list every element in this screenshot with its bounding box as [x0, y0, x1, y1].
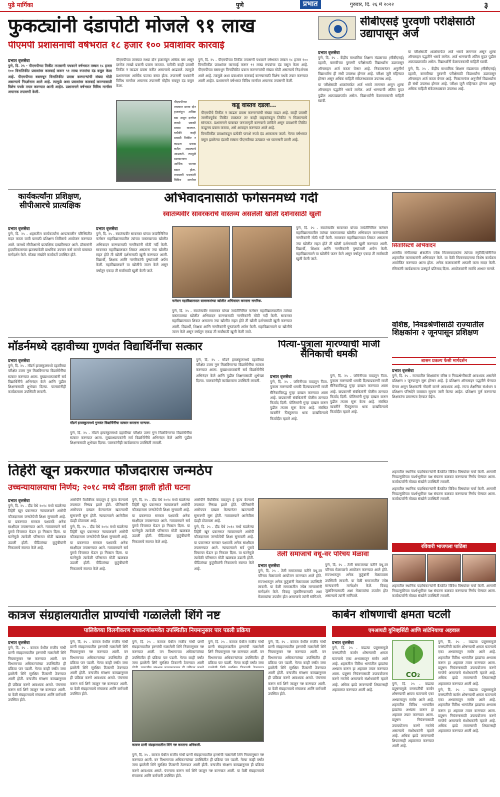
- cbse-body-4: पुणे, दि. २५ - केंद्रीय माध्यमिक शिक्षण मंडळाच्या (सीबीएसई) दहावी, बारावीच्या पुरवणी परीक्षेसाठी विद्यार्थ्यांना उद्यापासून ऑनलाइन अर्ज करता येणार आहे. निकालानंतर अनुत्तीर्ण विद्यार्थ्यांना ही संधी उपलब्ध होणार आहे. परीक्षा जुलै महिन्यात होणार असून अधिक माहिती संकेतस्थळावर उपलब्ध आहे.: [408, 66, 496, 92]
- carbon-byline: प्रभात वृत्तसेवा: [332, 640, 354, 645]
- modern-caption: मॉडर्न हायस्कूलमध्ये गुणवंत विद्यार्थिनींचा सत्कार करताना मान्यवर.: [70, 421, 151, 425]
- pita-headline: पित्या-पुत्राला मारण्याची माजी सैनिकाची धमकी: [278, 340, 380, 361]
- modern-body-2: पुणे, दि. २५ - मॉडर्न हायस्कूलमध्ये दहावीच्या परीक्षेत उत्तम गुण मिळविणाऱ्या विद्यार्थिनींचा सत्कार करण्यात आला. मुख्याध्यापकांनी सर्व विद्यार्थिनींचे अभिनंदन केले आणि पुढील शिक्षणासाठी शुभेच्छा दिल्या. पालकांनीही कार्यक्रमाला उपस्थिती लावली.: [70, 431, 192, 446]
- cbse-byline: प्रभात वृत्तसेवा: [318, 50, 340, 55]
- prani-body-5: पुणे, दि. २५ - कात्रज येथील राजीव गांधी प्राणी संग्रहालयातील हरणांची गळालेली शिंगे नियमानुसार नष्ट करण्यात आली. वन विभागाच्या अधिकाऱ्यांच्या उपस्थितीत ही प्रक्रिया पार पडली. गेल्या काही वर्षांत जमा: [208, 640, 264, 665]
- shivsena-photo-2: [427, 554, 461, 582]
- teli-col-1: [258, 563, 322, 603]
- teli-byline: प्रभात वृत्तसेवा: [258, 563, 280, 568]
- bus-side-note: पीएमपीच्या ताफ्यात सध्या दोन हजारांहून अधिक बस असून दररोज लाखो प्रवासी प्रवास करतात. यापैकी काही प्रवासी तिकीट न काढता प्रवास करीत असल्याचे आढळले. त्यामुळे प्रशासनाला आर्थिक फटका बसत होता. तपासणी पथकांनी विविध मार्गांवर: [174, 100, 196, 182]
- shivsena-photo-1: [392, 554, 426, 582]
- teli-body-2: पुणे, दि. २५ - तेली समाजाच्या वतीने वधू-वर परिचय मेळाव्याचे आयोजन करण्यात आले होते. राज्यभरातून अनेक कुटुंबांनी मेळाव्याला उपस्थिती लावली. या वेळी समाजातील ज्येष्ठ मान्यवरांनी मार्गदर्शन केले. विवाह जुळविण्यासाठी अशा मेळाव्यांचा उपयोग होत असल्याचे त्यांनी सांगितले.: [325, 563, 388, 599]
- prani-col-4: [132, 753, 264, 794]
- boxout-body: पीएमपीचे तिकीट न काढता प्रवास करणाऱ्यांची संख्या वाढत आहे. काही प्रवासी जाणीवपूर्वक तिकीट टाळतात तर काही वाहकांकडून तिकीट न मिळाल्याचे सांगतात. प्रशासनाने याबाबत जनजागृती करण्याचे ठरविले असून प्रवाशांनी तिकीट काढूनच प्रवास करावा, असे आवाहन करण्यात आले आहे.: [201, 110, 307, 131]
- carbon-body-4: पुणे, दि. २५ - वाढत्या प्रदूषणामुळे वनस्पतींची कार्बन शोषण्याची क्षमता घटल्याचे एका अभ्यासातून समोर आले आहे. शहरातील विविध भागांतील झाडांचा अभ्यास करून हा अहवाल तयार करण्यात आला. प्रदूषण नियंत्रणासाठी उपाययोजना करणे गरजेचे असल्याचे संशोधकांनी म्हटले आहे. अधिक झाडे लावण्याची शिफारसही अहवालात करण्यात आली आहे.: [438, 687, 496, 734]
- sitarist-body: शास्त्रीय संगीताच्या क्षेत्रातील ज्येष्ठ सितारवादकांना त्यांच्या स्मृतिदिनानिमित्त शहरातील कलाकारांनी अभिवादन केले. या वेळी सितारवादनाचा विशेष कार्यक्रम आयोजित करण्यात आला होता. अनेक कलाकारांनी आपली कला सादर केली. रसिकांनी कार्यक्रमाला उत्स्फूर्त प्रतिसाद दिला. आयोजकांनी सर्वांचे आभार मानले.: [392, 251, 496, 271]
- cbse-logo: [318, 16, 356, 40]
- shivsena-body: शहरातील स्थानिक पदाधिकाऱ्यांनी बैठकीत विविध विषयांवर चर्चा केली. आगामी निवडणुकीच्या पार्श्वभूमीवर पक्ष संघटना बळकट करण्याचा निर्णय घेण्यात आला. कार्यकर्त्यांनी मोठ्या संख्येने उपस्थिती लावली.: [392, 470, 496, 485]
- prani-body: पुणे, दि. २५ - कात्रज येथील राजीव गांधी प्राणी संग्रहालयातील हरणांची गळालेली शिंगे नियमानुसार नष्ट करण्यात आली. वन विभागाच्या अधिकाऱ्यांच्या उपस्थितीत ही प्रक्रिया पार पडली. गेल्या काही वर्षांत जमा झालेली शिंगे सुरक्षित ठिकाणी ठेवण्यात आली होती. वन्यजीव संरक्षण कायद्यानुसार ही प्रक्रिया करणे आवश्यक असते. पंचनामा करून सर्व शिंगे जाळून नष्ट करण्यात आली. या वेळी संग्रहालयाचे संचालक आणि कर्मचारी उपस्थित होते.: [8, 646, 66, 703]
- lead-headline: फुकट्यांनी दंडापोटी मोजले ९१ लाख: [8, 16, 256, 37]
- pita-col-2: [330, 374, 388, 458]
- tihere-col-2: [70, 498, 128, 602]
- sitarist-headline: सितारिस्टचे अभिवादन: [392, 243, 436, 249]
- carbon-body-2: पुणे, दि. २५ - वाढत्या प्रदूषणामुळे वनस्पतींची कार्बन शोषण्याची क्षमता घटल्याचे एका अभ्यासातून समोर आले आहे. शहरातील विविध भागांतील झाडांचा अभ्यास करून हा अहवाल तयार करण्यात आला. प्रदूषण नियंत्रणासाठी उपाययोजना करणे गरजेचे असल्याचे संशोधकांनी म्हटले आहे. अधिक झाडे लावण्याची शिफारसही अहवालात करण्यात आली आहे.: [392, 682, 434, 749]
- boxout-title: कडू वास्तव दडला...: [231, 102, 277, 109]
- teli-body: पुणे, दि. २५ - तेली समाजाच्या वतीने वधू-वर परिचय मेळाव्याचे आयोजन करण्यात आले होते. राज्यभरातून अनेक कुटुंबांनी मेळाव्याला उपस्थिती लावली. या वेळी समाजातील ज्येष्ठ मान्यवरांनी मार्गदर्शन केले. विवाह जुळविण्यासाठी अशा मेळाव्यांचा उपयोग होत असल्याचे त्यांनी सांगितले.: [258, 569, 322, 600]
- pita-body: पुणे, दि. २५ - जमिनीच्या वादातून पिता-पुत्राला मारण्याची धमकी दिल्याप्रकरणी माजी सैनिकाविरुद्ध गुन्हा दाखल करण्यात आला आहे. याप्रकरणी संबंधितांनी पोलीस ठाण्यात फिर्याद दिली. पोलिसांनी गुन्हा दाखल करून पुढील तपास सुरू केला आहे. संबंधित व्यक्तीने पिस्तुलाचा धाक दाखविल्याचे फिर्यादीत म्हटले आहे.: [270, 380, 328, 421]
- tihere-body-2b: पुणे, दि. २५ - दौंड येथे २०१८ मध्ये घडलेल्या तिहेरी खून प्रकरणात न्यायालयाने आरोपी फौजदाराला जन्मठेपेची शिक्षा सुनावली आहे. या प्रकरणात सरकार पक्षातर्फे अनेक साक्षीदार तपासण्यात आले. न्यायालयाने सर्व पुरावे विचारात घेऊन हा निकाल दिला. या घटनेमुळे त्यावेळी परिसरात मोठी खळबळ उडाली होती. पीडितांच्या कुटुंबीयांनी निकालाचे स्वागत केले आहे.: [70, 525, 128, 571]
- tihere-col-1: [8, 498, 66, 602]
- prani-body-2: पुणे, दि. २५ - कात्रज येथील राजीव गांधी प्राणी संग्रहालयातील हरणांची गळालेली शिंगे नियमानुसार नष्ट करण्यात आली. वन विभागाच्या अधिकाऱ्यांच्या उपस्थितीत ही प्रक्रिया पार पडली. गेल्या काही वर्षांत जमा झालेली शिंगे सुरक्षित ठिकाणी ठेवण्यात आली होती. वन्यजीव संरक्षण कायद्यानुसार ही प्रक्रिया करणे आवश्यक असते. पंचनामा करून सर्व शिंगे जाळून नष्ट करण्यात आली. या वेळी संग्रहालयाचे संचालक आणि कर्मचारी उपस्थित होते.: [70, 640, 128, 697]
- shikshak-body: पुणे, दि. २५ - राज्यातील शिक्षकांना वरिष्ठ व निवडश्रेणीसाठी आवश्यक असलेले प्रशिक्षण २ जूनपासून सुरू होणार आहे. हे प्रशिक्षण ऑनलाइन पद्धतीने घेण्यात येणार असून शिक्षकांनी नोंदणी करणे आवश्यक आहे. राज्य शैक्षणिक संशोधन व प्रशिक्षण परिषदेने याबाबत सूचना जारी केल्या आहेत. प्रशिक्षण पूर्ण करणाऱ्या शिक्षकांना प्रमाणपत्र देण्यात येईल.: [392, 374, 496, 400]
- masthead: [0, 0, 500, 12]
- cbse-col-2: [408, 50, 496, 186]
- boxout-body-2: विनातिकीट प्रवाशांकडून प्रत्येकी पाचशे रुपये दंड आकारला जातो. गेल्या वर्षभरात वसूल झालेल्या दंडाची रक्कम पीएमपीच्या उत्पन्नात भर घालणारी ठरली आहे.: [201, 132, 307, 142]
- modern-photo: [70, 358, 192, 420]
- pita-body-2: पुणे, दि. २५ - जमिनीच्या वादातून पिता-पुत्राला मारण्याची धमकी दिल्याप्रकरणी माजी सैनिकाविरुद्ध गुन्हा दाखल करण्यात आला आहे. याप्रकरणी संबंधितांनी पोलीस ठाण्यात फिर्याद दिली. पोलिसांनी गुन्हा दाखल करून पुढील तपास सुरू केला आहे. संबंधित व्यक्तीने पिस्तुलाचा धाक दाखविल्याचे फिर्यादीत म्हटले आहे.: [330, 374, 388, 415]
- tihere-headline: तिहेरी खून प्रकरणात फौजदारास जन्मठेप: [8, 464, 213, 479]
- tihere-body-4: आरोपीने वैयक्तिक वादातून हे कृत्य केल्याचे तपासात निष्पन्न झाले होते. पोलिसांनी आरोपपत्र दाखल केल्यानंतर खटल्याची सुनावणी सुरू होती. न्यायालयाने आरोपीला दंडही ठोठावला आहे.: [194, 498, 254, 523]
- lead-subhead: पीएमपी प्रशासनाची वर्षभरात १८ हजार १०० प्रवाशांवर कारवाई: [8, 41, 225, 51]
- co2-label: CO₂: [405, 671, 421, 679]
- modern-col-1: [8, 358, 66, 458]
- teli-col-2: [325, 563, 388, 603]
- cbse-emblem-icon: [319, 17, 356, 40]
- lead-body: पुणे, दि. २५ - पीएमपीच्या तिकीट तपासणी पथकाने वर्षभरात तब्बल १८ हजार १०० विनातिकीट प्रवाशांवर कारवाई करून ९१ लाख रुपयांचा दंड वसूल केला आहे. पीएमपीच्या बसमधून विनातिकीट प्रवास करणाऱ्यांची संख्या मोठी असल्याचे निदर्शनास आले आहे. त्यामुळे अशा प्रवाशांवर कारवाई करण्यासाठी विशेष पथके तयार करण्यात आली आहेत. प्रशासनाने वर्षभरात विविध मार्गांवर अचानक तपासणी केली.: [8, 64, 112, 95]
- shivsena-caption: रविवारी भाजपला पाठिंबा: [392, 543, 496, 552]
- karyakarte-body: पुणे, दि. २५ - शहरातील कार्यकर्त्यांना आपत्कालीन परिस्थितीत मदत करता यावी यासाठी प्रशिक्षण शिबिराचे आयोजन करण्यात आले. यामध्ये सीपीआरचे प्रात्यक्षिक दाखविण्यात आले. डॉक्टरांनी हृदयविकाराच्या झटक्यावेळी प्राथमिक उपचार कसे करावे याबाबत मार्गदर्शन केले. मोठ्या संख्येने कार्यकर्ते उपस्थित होते.: [8, 232, 92, 258]
- divider-2: [8, 337, 388, 338]
- cbse-body-2: या परीक्षेसाठी शाळांमार्फत अर्ज भरावे लागणार असून शुल्क ऑनलाइन पद्धतीने भरावे लागेल. अर्ज भरण्याची अंतिम मुदत पुढील आठवड्यापर्यंत असेल. विद्यार्थ्यांनी वेळापत्रकाची माहिती घ्यावी.: [318, 83, 404, 103]
- carbon-subhead: एमआयटी युनिव्हर्सिटी आणि सांटेनियाचा अहवाल: [332, 626, 496, 637]
- brand-logo: प्रभात: [300, 0, 321, 9]
- prani-col-1: [8, 640, 66, 794]
- lead-boxout: [198, 100, 310, 186]
- modern-headline: मॉडर्नमध्ये दहावीच्या गुणवंत विद्यार्थिनींचा सत्कार: [8, 340, 203, 353]
- savarkar-body-3: पुणे, दि. २५ - स्वातंत्र्यवीर सावरकर यांच्या जयंतीनिमित्त फर्गसन महाविद्यालयातील त्यांच्या वास्तव्याच्या खोलीत अभिवादन करण्यासाठी नागरिकांनी मोठी गर्दी केली. सावरकर महाविद्यालयात शिकत असताना ज्या खोलीत राहत होते ती खोली दर्शनासाठी खुली करण्यात आली. विद्यार्थी, शिक्षक आणि नागरिकांनी पुष्पांजली अर्पण केली. महाविद्यालयाने या खोलीचे जतन केले असून वर्षातून एकदा ती सर्वांसाठी खुली केली जाते.: [296, 226, 388, 262]
- teli-photo: [258, 498, 388, 550]
- carbon-col-1: [332, 640, 388, 794]
- pita-col-1: [270, 374, 328, 458]
- tihere-body-4b: पुणे, दि. २५ - दौंड येथे २०१८ मध्ये घडलेल्या तिहेरी खून प्रकरणात न्यायालयाने आरोपी फौजदाराला जन्मठेपेची शिक्षा सुनावली आहे. या प्रकरणात सरकार पक्षातर्फे अनेक साक्षीदार तपासण्यात आले. न्यायालयाने सर्व पुरावे विचारात घेऊन हा निकाल दिला. या घटनेमुळे त्यावेळी परिसरात मोठी खळबळ उडाली होती. पीडितांच्या कुटुंबीयांनी निकालाचे स्वागत केले आहे.: [194, 525, 254, 571]
- prani-body-3: पुणे, दि. २५ - कात्रज येथील राजीव गांधी प्राणी संग्रहालयातील हरणांची गळालेली शिंगे नियमानुसार नष्ट करण्यात आली. वन विभागाच्या अधिकाऱ्यांच्या उपस्थितीत ही प्रक्रिया पार पडली. गेल्या काही वर्षांत जमा झालेली शिंगे सुरक्षित ठिकाणी ठेवण्यात आली: [132, 640, 204, 665]
- savarkar-body: पुणे, दि. २५ - स्वातंत्र्यवीर सावरकर यांच्या जयंतीनिमित्त फर्गसन महाविद्यालयातील त्यांच्या वास्तव्याच्या खोलीत अभिवादन करण्यासाठी नागरिकांनी मोठी गर्दी केली. सावरकर महाविद्यालयात शिकत असताना ज्या खोलीत राहत होते ती खोली दर्शनासाठी खुली करण्यात आली. विद्यार्थी, शिक्षक आणि नागरिकांनी पुष्पांजली अर्पण केली. महाविद्यालयाने या खोलीचे जतन केले असून वर्षातून एकदा ती सर्वांसाठी खुली केली जाते.: [96, 232, 168, 273]
- page-number: ३: [484, 1, 489, 10]
- shikshak-col: [392, 368, 496, 466]
- lead-col-2b: [174, 100, 196, 182]
- lead-col-2: [116, 58, 194, 98]
- divider-1: [8, 189, 496, 190]
- lead-body-2: पीएमपीच्या ताफ्यात सध्या दोन हजारांहून अधिक बस असून दररोज लाखो प्रवासी प्रवास करतात. यापैकी काही प्रवासी तिकीट न काढता प्रवास करीत असल्याचे आढळले. त्यामुळे प्रशासनाला आर्थिक फटका बसत होता. तपासणी पथकांनी विविध मार्गांवर अचानक तपासणी मोहीम राबवून दंड वसूल केला.: [116, 58, 194, 89]
- prani-body-4: पुणे, दि. २५ - कात्रज येथील राजीव गांधी प्राणी संग्रहालयातील हरणांची गळालेली शिंगे नियमानुसार नष्ट करण्यात आली. वन विभागाच्या अधिकाऱ्यांच्या उपस्थितीत ही प्रक्रिया पार पडली. गेल्या काही वर्षांत जमा झालेली शिंगे सुरक्षित ठिकाणी ठेवण्यात आली होती. वन्यजीव संरक्षण कायद्यानुसार ही प्रक्रिया करणे आवश्यक असते. पंचनामा करून सर्व शिंगे जाळून नष्ट करण्यात आली. या वेळी संग्रहालयाचे संचालक आणि कर्मचारी उपस्थित होते.: [132, 753, 264, 778]
- prani-col-5: [208, 640, 264, 668]
- tihere-body-3: पुणे, दि. २५ - दौंड येथे २०१८ मध्ये घडलेल्या तिहेरी खून प्रकरणात न्यायालयाने आरोपी फौजदाराला जन्मठेपेची शिक्षा सुनावली आहे. या प्रकरणात सरकार पक्षातर्फे अनेक साक्षीदार तपासण्यात आले. न्यायालयाने सर्व पुरावे विचारात घेऊन हा निकाल दिला. या घटनेमुळे त्यावेळी परिसरात मोठी खळबळ उडाली होती. पीडितांच्या कुटुंबीयांनी निकालाचे स्वागत केले आहे.: [132, 498, 190, 544]
- section-tag: पुढे मार्गिका: [8, 2, 34, 9]
- tihere-byline: प्रभात वृत्तसेवा: [8, 498, 30, 503]
- savarkar-headline: अभिवादनासाठी फर्गसनमध्ये गर्दी: [164, 192, 318, 206]
- carbon-body: पुणे, दि. २५ - वाढत्या प्रदूषणामुळे वनस्पतींची कार्बन शोषण्याची क्षमता घटल्याचे एका अभ्यासातून समोर आले आहे. शहरातील विविध भागांतील झाडांचा अभ्यास करून हा अहवाल तयार करण्यात आला. प्रदूषण नियंत्रणासाठी उपाययोजना करणे गरजेचे असल्याचे संशोधकांनी म्हटले आहे. अधिक झाडे लावण्याची शिफारसही अहवालात करण्यात आली आहे.: [332, 646, 388, 692]
- savarkar-byline: प्रभात वृत्तसेवा: [96, 226, 118, 231]
- sitarist-col: [392, 251, 496, 317]
- modern-col-3: [196, 358, 264, 458]
- karyakarte-byline: प्रभात वृत्तसेवा: [8, 226, 30, 231]
- cbse-headline: सीबीएसई पुरवणी परीक्षेसाठी उद्यापासून अर्ज: [360, 16, 475, 41]
- savarkar-body-2: पुणे, दि. २५ - स्वातंत्र्यवीर सावरकर यांच्या जयंतीनिमित्त फर्गसन महाविद्यालयातील त्यांच्या वास्तव्याच्या खोलीत अभिवादन करण्यासाठी नागरिकांनी मोठी गर्दी केली. सावरकर महाविद्यालयात शिकत असताना ज्या खोलीत राहत होते ती खोली दर्शनासाठी खुली करण्यात आली. विद्यार्थी, शिक्षक आणि नागरिकांनी पुष्पांजली अर्पण केली. महाविद्यालयाने या खोलीचे जतन केले असून वर्षातून एकदा ती सर्वांसाठी खुली केली जाते.: [172, 309, 292, 334]
- shivsena-photo-3: [462, 554, 496, 582]
- page-date: गुरुवार, दि. २६ मे २०२२: [350, 2, 395, 8]
- cbse-body: पुणे, दि. २५ - केंद्रीय माध्यमिक शिक्षण मंडळाच्या (सीबीएसई) दहावी, बारावीच्या पुरवणी परीक्षेसाठी विद्यार्थ्यांना उद्यापासून ऑनलाइन अर्ज करता येणार आहे. निकालानंतर अनुत्तीर्ण विद्यार्थ्यांना ही संधी उपलब्ध होणार आहे. परीक्षा जुलै महिन्यात होणार असून अधिक माहिती संकेतस्थळावर उपलब्ध आहे.: [318, 56, 404, 82]
- prani-col-3: [132, 640, 204, 668]
- carbon-col-3: [438, 640, 496, 794]
- cbse-body-3: या परीक्षेसाठी शाळांमार्फत अर्ज भरावे लागणार असून शुल्क ऑनलाइन पद्धतीने भरावे लागेल. अर्ज भरण्याची अंतिम मुदत पुढील आठवड्यापर्यंत असेल. विद्यार्थ्यांनी वेळापत्रकाची माहिती घ्यावी.: [408, 50, 496, 65]
- modern-col-2: [70, 431, 192, 458]
- sitarist-photo: [392, 192, 496, 242]
- tihere-body-2: आरोपीने वैयक्तिक वादातून हे कृत्य केल्याचे तपासात निष्पन्न झाले होते. पोलिसांनी आरोपपत्र दाखल केल्यानंतर खटल्याची सुनावणी सुरू होती. न्यायालयाने आरोपीला दंडही ठोठावला आहे.: [70, 498, 128, 523]
- prani-headline: कात्रज संग्रहालयातील प्राण्यांची गळालेली शिंगे नष्ट: [8, 609, 221, 622]
- shivsena-body-2: शहरातील स्थानिक पदाधिकाऱ्यांनी बैठकीत विविध विषयांवर चर्चा केली. आगामी निवडणुकीच्या पार्श्वभूमीवर पक्ष संघटना बळकट करण्याचा निर्णय घेण्यात आला. कार्यकर्त्यांनी मोठ्या संख्येने उपस्थिती लावली.: [392, 486, 496, 502]
- prani-col-6: [268, 640, 326, 794]
- lead-body-3: पुणे, दि. २५ - पीएमपीच्या तिकीट तपासणी पथकाने वर्षभरात तब्बल १८ हजार १०० विनातिकीट प्रवाशांवर कारवाई करून ९१ लाख रुपयांचा दंड वसूल केला आहे. पीएमपीच्या बसमधून विनातिकीट प्रवास करणाऱ्यांची संख्या मोठी असल्याचे निदर्शनास आले आहे. त्यामुळे अशा प्रवाशांवर कारवाई करण्यासाठी विशेष पथके तयार करण्यात आली आहेत. प्रशासनाने वर्षभरात विविध मार्गांवर अचानक तपासणी केली.: [198, 58, 308, 83]
- prani-caption: कात्रज प्राणी संग्रहालयातील शिंगे नष्ट करताना अधिकारी.: [132, 743, 202, 747]
- cbse-col-1: [318, 50, 404, 186]
- city-label: पुणे: [236, 2, 244, 9]
- karyakarte-col: [8, 226, 92, 334]
- lead-col-1: [8, 58, 112, 186]
- modern-body-3: पुणे, दि. २५ - मॉडर्न हायस्कूलमध्ये दहावीच्या परीक्षेत उत्तम गुण मिळविणाऱ्या विद्यार्थिनींचा सत्कार करण्यात आला. मुख्याध्यापकांनी सर्व विद्यार्थिनींचे अभिनंदन केले आणि पुढील शिक्षणासाठी शुभेच्छा दिल्या. पालकांनीही कार्यक्रमाला उपस्थिती लावली.: [196, 358, 264, 383]
- prani-body-6: पुणे, दि. २५ - कात्रज येथील राजीव गांधी प्राणी संग्रहालयातील हरणांची गळालेली शिंगे नियमानुसार नष्ट करण्यात आली. वन विभागाच्या अधिकाऱ्यांच्या उपस्थितीत ही प्रक्रिया पार पडली. गेल्या काही वर्षांत जमा झालेली शिंगे सुरक्षित ठिकाणी ठेवण्यात आली होती. वन्यजीव संरक्षण कायद्यानुसार ही प्रक्रिया करणे आवश्यक असते. पंचनामा करून सर्व शिंगे जाळून नष्ट करण्यात आली. या वेळी संग्रहालयाचे संचालक आणि कर्मचारी उपस्थित होते.: [268, 640, 326, 697]
- prani-photo: [132, 670, 264, 742]
- savarkar-photo-2: [232, 226, 292, 298]
- shivsena-col: [392, 470, 496, 540]
- carbon-headline: कार्बन शोषणाची क्षमता घटली: [332, 609, 451, 621]
- tihere-subhead: उच्चन्यायालयाचा निर्णय; २०१८ मध्ये दौंडला झाली होती घटना: [8, 483, 191, 492]
- lead-col-3: [198, 58, 308, 98]
- divider-4: [8, 606, 496, 607]
- savarkar-col-1: [96, 226, 168, 334]
- carbon-logo: [392, 640, 434, 680]
- carbon-col-2: [392, 682, 434, 794]
- tihere-col-4: [194, 498, 254, 602]
- prani-col-2: [70, 640, 128, 794]
- carbon-body-3: पुणे, दि. २५ - वाढत्या प्रदूषणामुळे वनस्पतींची कार्बन शोषण्याची क्षमता घटल्याचे एका अभ्यासातून समोर आले आहे. शहरातील विविध भागांतील झाडांचा अभ्यास करून हा अहवाल तयार करण्यात आला. प्रदूषण नियंत्रणासाठी उपाययोजना करणे गरजेचे असल्याचे संशोधकांनी म्हटले आहे. अधिक झाडे लावण्याची शिफारसही अहवालात करण्यात आली आहे.: [438, 640, 496, 686]
- shivsena-col-2: [392, 584, 496, 604]
- modern-byline: प्रभात वृत्तसेवा: [8, 358, 30, 363]
- savarkar-col-2: [172, 309, 292, 335]
- prani-subhead: पालिकेच्या विलगीकरण उपकरणांसमवेत उपस्थितीत नियमानुसार पार पडली प्रक्रिया: [8, 626, 326, 637]
- tihere-body: पुणे, दि. २५ - दौंड येथे २०१८ मध्ये घडलेल्या तिहेरी खून प्रकरणात न्यायालयाने आरोपी फौजदाराला जन्मठेपेची शिक्षा सुनावली आहे. या प्रकरणात सरकार पक्षातर्फे अनेक साक्षीदार तपासण्यात आले. न्यायालयाने सर्व पुरावे विचारात घेऊन हा निकाल दिला. या घटनेमुळे त्यावेळी परिसरात मोठी खळबळ उडाली होती. पीडितांच्या कुटुंबीयांनी निकालाचे स्वागत केले आहे.: [8, 504, 66, 550]
- tihere-col-3: [132, 498, 190, 602]
- shivsena-body-3: शहरातील स्थानिक पदाधिकाऱ्यांनी बैठकीत विविध विषयांवर चर्चा केली. आगामी निवडणुकीच्या पार्श्वभूमीवर पक्ष संघटना बळकट करण्याचा निर्णय घेण्यात आला. कार्यकर्त्यांनी मोठ्या संख्येने उपस्थिती लावली.: [392, 584, 496, 599]
- lead-byline: प्रभात वृत्तसेवा: [8, 58, 30, 63]
- savarkar-photo-1: [172, 226, 230, 298]
- shikshak-tag: शासन प्रकल्प फेसी मार्गदर्शन: [392, 357, 496, 365]
- savarkar-col-3: [296, 226, 388, 334]
- divider-3: [8, 461, 388, 462]
- prani-byline: प्रभात वृत्तसेवा: [8, 640, 30, 645]
- pita-byline: प्रभात वृत्तसेवा: [270, 374, 292, 379]
- shikshak-headline: वशिष्ठ, निवडश्रेणीसाठी राज्यातील शिक्षकांना २ जूनपासून प्रशिक्षण: [392, 321, 484, 338]
- bus-photo: [116, 100, 172, 182]
- savarkar-caption: फर्गसन महाविद्यालयात सावरकरांच्या खोलीत अभिवादन करताना नागरिक.: [172, 299, 263, 303]
- modern-body: पुणे, दि. २५ - मॉडर्न हायस्कूलमध्ये दहावीच्या परीक्षेत उत्तम गुण मिळविणाऱ्या विद्यार्थिनींचा सत्कार करण्यात आला. मुख्याध्यापकांनी सर्व विद्यार्थिनींचे अभिनंदन केले आणि पुढील शिक्षणासाठी शुभेच्छा दिल्या. पालकांनीही कार्यक्रमाला उपस्थिती लावली.: [8, 364, 66, 395]
- karyakarte-headline: कार्यकर्त्यांना प्रशिक्षण, सीपीआरचे प्रात्यक्षिक: [18, 192, 82, 210]
- leaf-icon: [393, 641, 434, 667]
- savarkar-subhead: स्वातंत्र्यवीर सावरकरांचे वास्तव्य असलेली खोली दर्शनासाठी खुली: [162, 211, 322, 218]
- teli-headline: तेली समाजाचे वधू-वर परिचय मेळावा: [277, 551, 369, 558]
- shikshak-byline: प्रभात वृत्तसेवा: [392, 368, 414, 373]
